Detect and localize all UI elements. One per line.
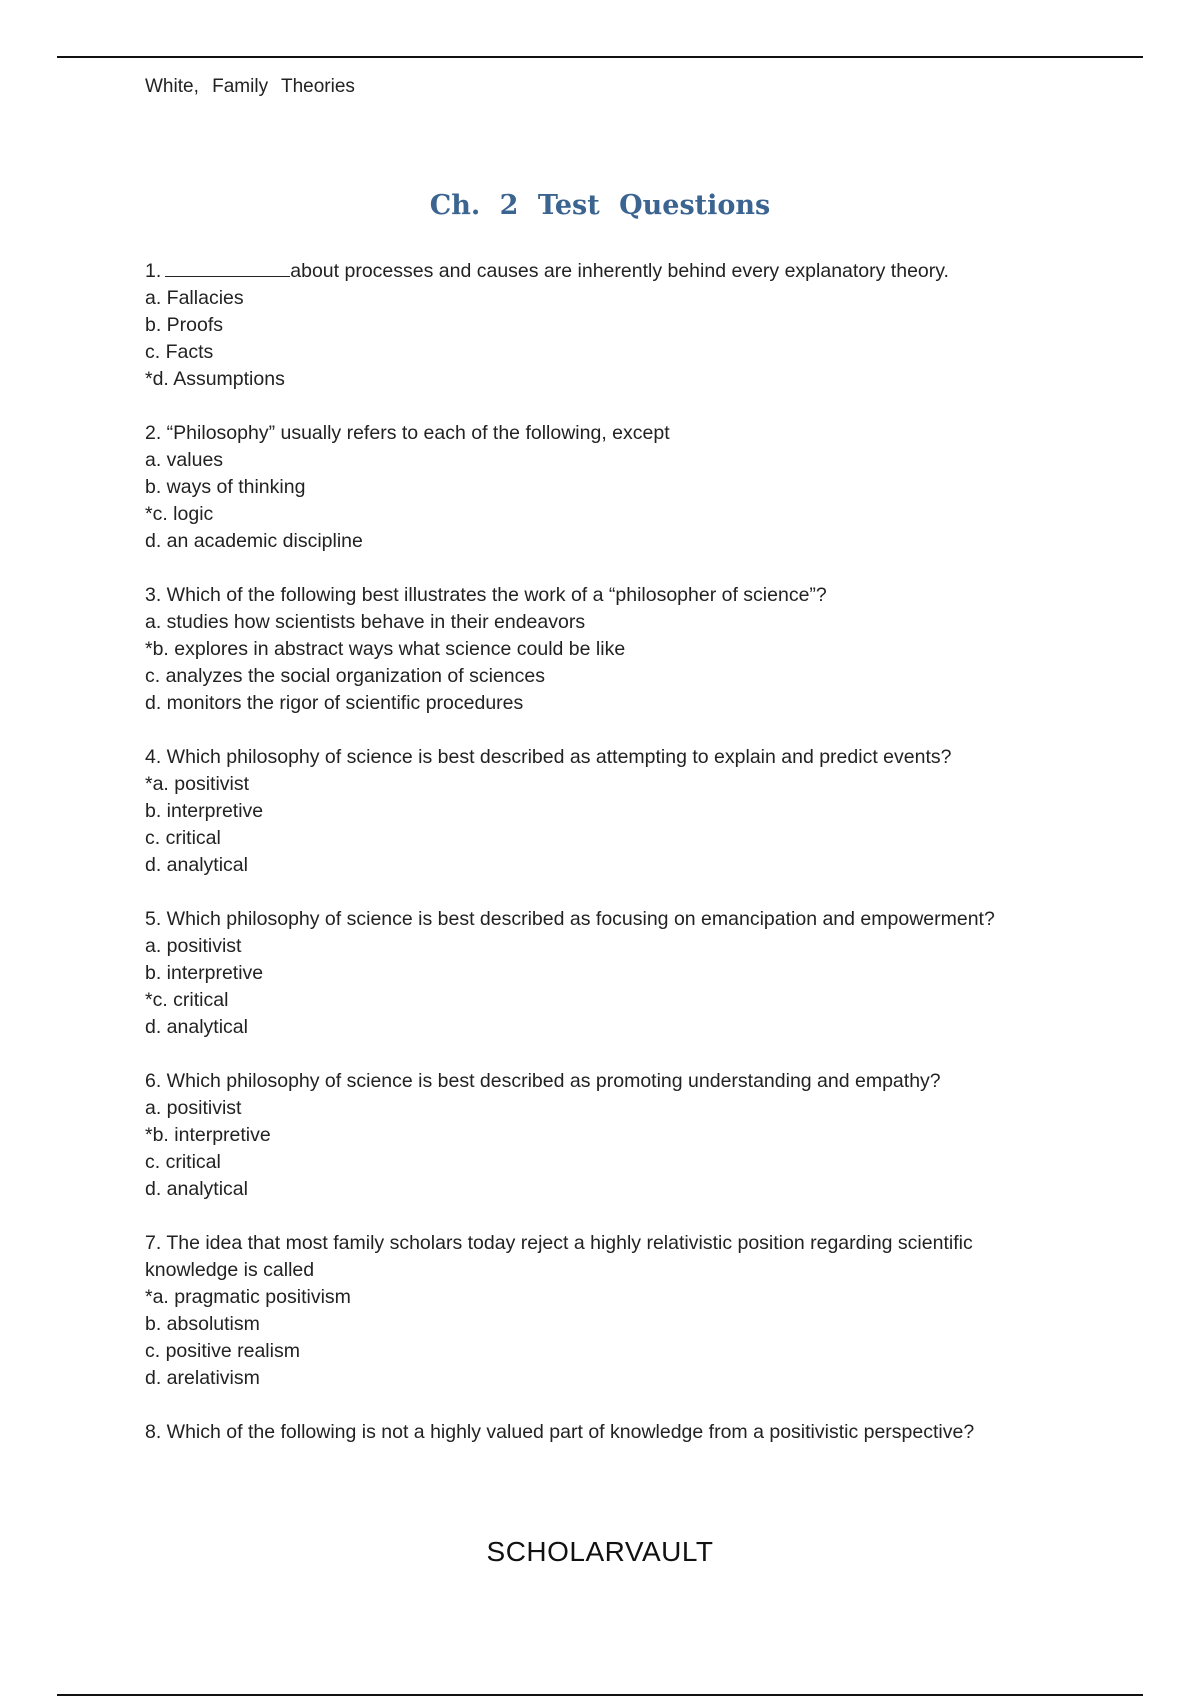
answer-option: a. positivist: [145, 935, 242, 957]
question-stem: 3. Which of the following best illustrates the work of a “philosopher of science”?: [145, 584, 827, 606]
answer-option: c. critical: [145, 827, 221, 849]
question-list: [145, 258, 1055, 1473]
answer-option: a. Fallacies: [145, 287, 244, 309]
answer-option: a. positivist: [145, 1097, 242, 1119]
question-number: 1.: [145, 260, 162, 282]
answer-option: b. interpretive: [145, 962, 264, 984]
answer-option-correct: *a. positivist: [145, 773, 250, 795]
answer-option: d. arelativism: [145, 1367, 260, 1389]
question-6: [145, 1068, 1055, 1203]
answer-option: a. studies how scientists behave in their endeavors: [145, 611, 586, 633]
question-stem: 8. Which of the following is not a highly valued part of knowledge from a positivistic perspective?: [145, 1421, 975, 1443]
answer-option: b. Proofs: [145, 314, 224, 336]
fill-in-blank: [165, 259, 290, 277]
page-title: Ch. 2 Test Questions: [429, 190, 771, 221]
answer-option-correct: *a. pragmatic positivism: [145, 1286, 351, 1308]
question-7: [145, 1230, 1055, 1392]
question-2: [145, 420, 1055, 555]
answer-option: c. Facts: [145, 341, 214, 363]
answer-option: b. absolutism: [145, 1313, 260, 1335]
answer-option-correct: *d. Assumptions: [145, 368, 285, 390]
answer-option-correct: *c. logic: [145, 503, 214, 525]
answer-option: c. positive realism: [145, 1340, 300, 1362]
answer-option: d. analytical: [145, 854, 248, 876]
question-stem: 4. Which philosophy of science is best described as attempting to explain and predict events?: [145, 746, 952, 768]
running-head: White, Family Theories: [145, 76, 355, 97]
bottom-rule: [57, 1694, 1143, 1696]
question-text: about processes and causes are inherently behind every explanatory theory.: [290, 260, 949, 282]
question-3: [145, 582, 1055, 717]
answer-option-correct: *c. critical: [145, 989, 229, 1011]
question-stem: 6. Which philosophy of science is best described as promoting understanding and empathy?: [145, 1070, 941, 1092]
question-1: [145, 258, 1055, 393]
answer-option: d. monitors the rigor of scientific procedures: [145, 692, 524, 714]
answer-option: c. critical: [145, 1151, 221, 1173]
answer-option: b. ways of thinking: [145, 476, 306, 498]
answer-option: d. analytical: [145, 1016, 248, 1038]
watermark-text: SCHOLARVAULT: [486, 1536, 714, 1567]
question-stem: 2. “Philosophy” usually refers to each of the following, except: [145, 422, 670, 444]
question-stem: [145, 258, 1055, 285]
answer-option: d. analytical: [145, 1178, 248, 1200]
answer-option: c. analyzes the social organization of sciences: [145, 665, 545, 687]
answer-option-correct: *b. interpretive: [145, 1124, 271, 1146]
question-5: [145, 906, 1055, 1041]
answer-option: d. an academic discipline: [145, 530, 363, 552]
top-rule: [57, 56, 1143, 58]
question-stem: 7. The idea that most family scholars today reject a highly relativistic position regarding scientific knowledge is called: [145, 1232, 973, 1281]
answer-option: a. values: [145, 449, 224, 471]
answer-option: b. interpretive: [145, 800, 264, 822]
question-4: [145, 744, 1055, 879]
question-8: [145, 1419, 1055, 1446]
answer-option-correct: *b. explores in abstract ways what science could be like: [145, 638, 626, 660]
question-stem: 5. Which philosophy of science is best described as focusing on emancipation and empowerment?: [145, 908, 995, 930]
